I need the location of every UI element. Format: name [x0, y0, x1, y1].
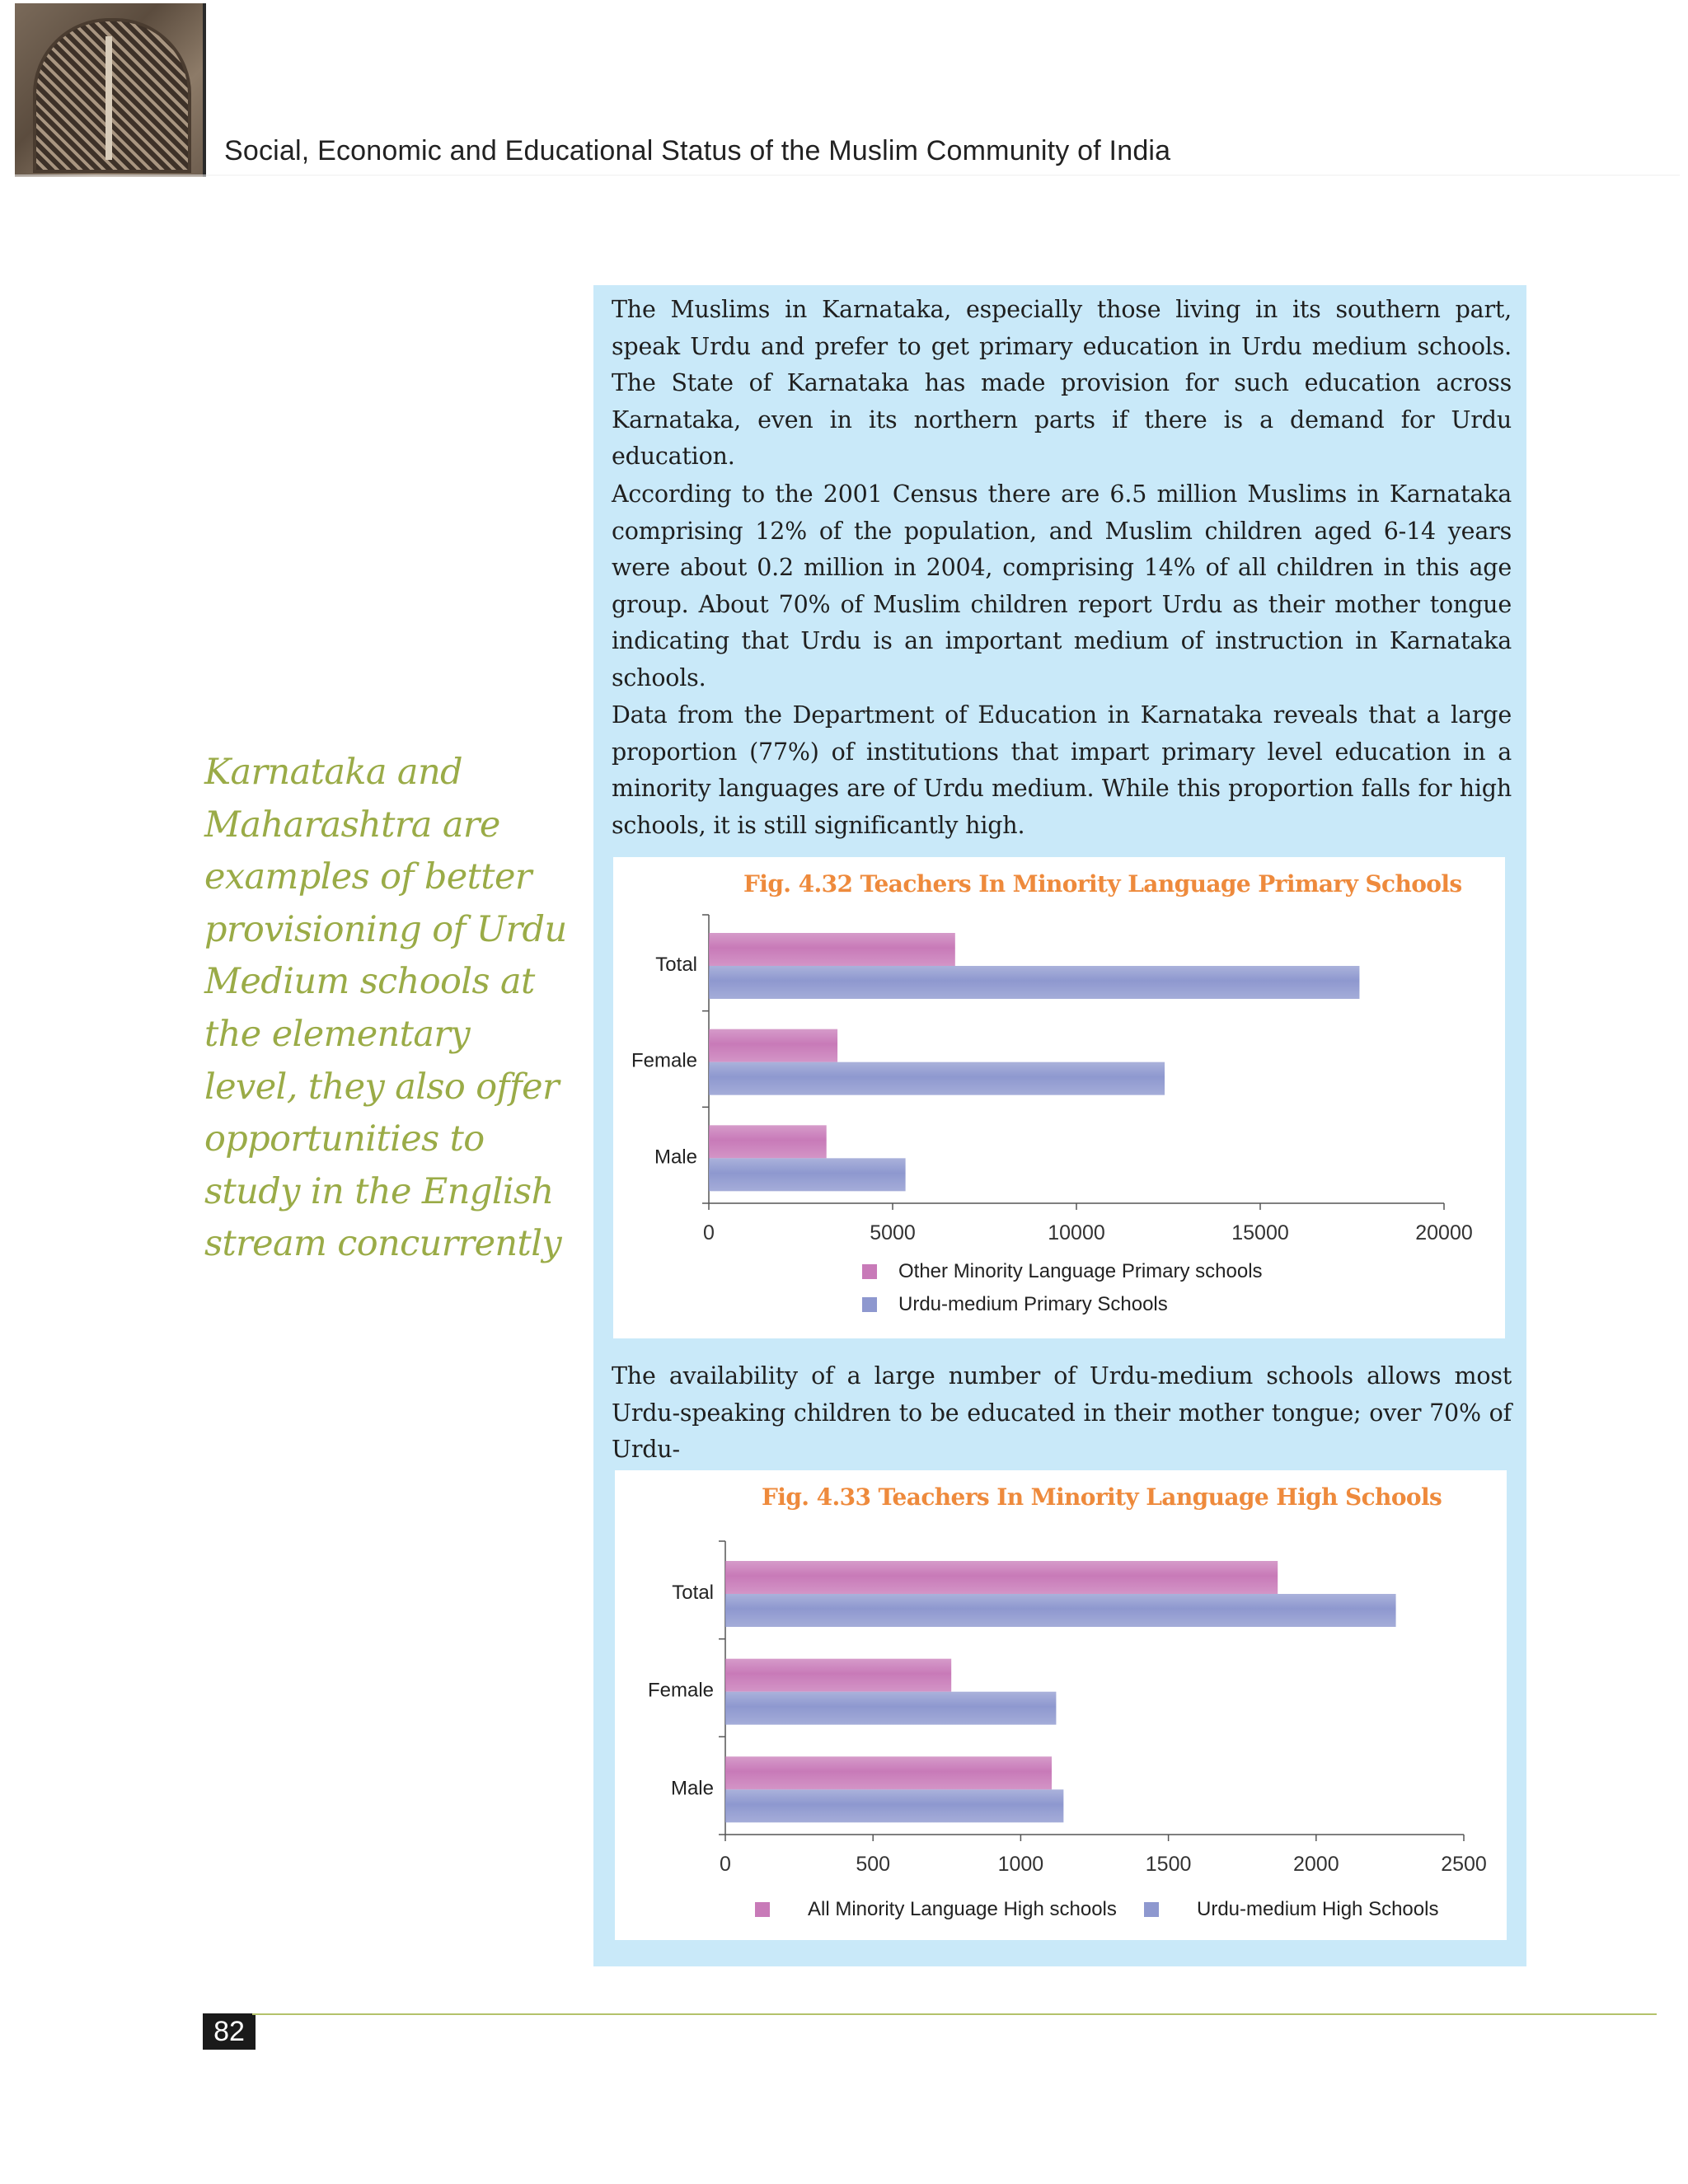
bar-male-urdu-medium-high-schools: [725, 1789, 1063, 1822]
legend-label-other-minority-language-primary-schools: Other Minority Language Primary schools: [898, 1260, 1263, 1282]
running-header-title: Social, Economic and Educational Status of the Muslim Community of India: [224, 135, 1171, 166]
header-divider: [15, 175, 1680, 176]
category-label-total: Total: [655, 954, 697, 976]
bar-total-urdu-medium-primary-schools: [709, 966, 1359, 999]
bar-female-urdu-medium-primary-schools: [709, 1062, 1165, 1095]
x-tick-label: 20000: [1415, 1221, 1473, 1244]
paragraph-1: The Muslims in Karnataka, especially those living in its southern part, speak Urdu and prefer to get primary education in Urdu medium schools. The State of Karnataka has made provision for such education across Karnataka, even in its northern parts if there is a demand for Urdu education.: [612, 296, 1512, 471]
x-tick-label: 10000: [1048, 1221, 1105, 1244]
header-ornament-image: [15, 3, 206, 176]
bar-male-urdu-medium-primary-schools: [709, 1158, 906, 1191]
chart-title-primary: Fig. 4.32 Teachers In Minority Language Primary Schools: [743, 870, 1462, 898]
chart-box-high: [615, 1470, 1507, 1940]
paragraph-4: The availability of a large number of Urdu-medium schools allows most Urdu-speaking children to be educated in their mother tongue; over 70% of Urdu-: [612, 1362, 1512, 1464]
x-tick-label: 0: [720, 1853, 731, 1876]
category-label-total: Total: [672, 1582, 714, 1604]
bar-female-all-minority-language-high-schools: [725, 1659, 951, 1692]
bar-female-urdu-medium-high-schools: [725, 1692, 1056, 1725]
x-tick-label: 0: [703, 1221, 715, 1244]
legend-swatch-all-minority-language-high-schools: [755, 1902, 770, 1917]
chart-high-teachers: [615, 1470, 1507, 1940]
chart-box-primary: [613, 857, 1505, 1338]
chart-title-high: Fig. 4.33 Teachers In Minority Language High Schools: [762, 1483, 1442, 1511]
bar-male-all-minority-language-high-schools: [725, 1756, 1052, 1789]
x-tick-label: 15000: [1231, 1221, 1289, 1244]
bar-female-other-minority-language-primary-schools: [709, 1029, 837, 1062]
legend-label-all-minority-language-high-schools: All Minority Language High schools: [808, 1898, 1117, 1920]
footer-divider: [252, 2013, 1657, 2015]
category-label-male: Male: [654, 1146, 697, 1169]
x-tick-label: 1500: [1145, 1853, 1192, 1876]
legend-swatch-urdu-medium-high-schools: [1144, 1902, 1159, 1917]
x-tick-label: 2500: [1441, 1853, 1487, 1876]
x-tick-label: 500: [856, 1853, 891, 1876]
pull-quote: Karnataka and Maharashtra are examples of better provisioning of Urdu Medium schools at the elementary level, they also offer opportunities to study in the English stream concurrently: [204, 752, 567, 1265]
page-number: 82: [203, 2013, 256, 2050]
bar-total-all-minority-language-high-schools: [725, 1561, 1278, 1594]
x-tick-label: 2000: [1292, 1853, 1339, 1876]
legend-label-urdu-medium-primary-schools: Urdu-medium Primary Schools: [898, 1293, 1168, 1315]
category-label-female: Female: [631, 1049, 697, 1072]
bar-male-other-minority-language-primary-schools: [709, 1125, 827, 1158]
tree-motif: [106, 36, 112, 160]
category-label-male: Male: [670, 1777, 714, 1800]
category-label-female: Female: [647, 1679, 714, 1702]
bar-total-other-minority-language-primary-schools: [709, 933, 955, 966]
paragraph-3: Data from the Department of Education in Karnataka reveals that a large proportion (77%) of institutions that impart primary level education in a minority languages are of Urdu medium. While this proportion falls for high schools, it is still significantly high.: [612, 701, 1512, 839]
legend-swatch-urdu-medium-primary-schools: [862, 1297, 877, 1312]
paragraph-2: According to the 2001 Census there are 6.5 million Muslims in Karnataka comprising 12% of the population, and Muslim children aged 6-14 years were about 0.2 million in 2004, comprising 14% of all children in this age group. About 70% of Muslim children report Urdu as their mother tongue indicating that Urdu is an important medium of instruction in Karnataka schools.: [612, 480, 1512, 691]
chart-primary-teachers: [613, 857, 1505, 1338]
x-tick-label: 5000: [870, 1221, 916, 1244]
legend-label-urdu-medium-high-schools: Urdu-medium High Schools: [1197, 1898, 1439, 1920]
legend-swatch-other-minority-language-primary-schools: [862, 1264, 877, 1279]
bar-total-urdu-medium-high-schools: [725, 1594, 1396, 1627]
x-tick-label: 1000: [997, 1853, 1044, 1876]
arch-lattice-image: [33, 18, 191, 173]
